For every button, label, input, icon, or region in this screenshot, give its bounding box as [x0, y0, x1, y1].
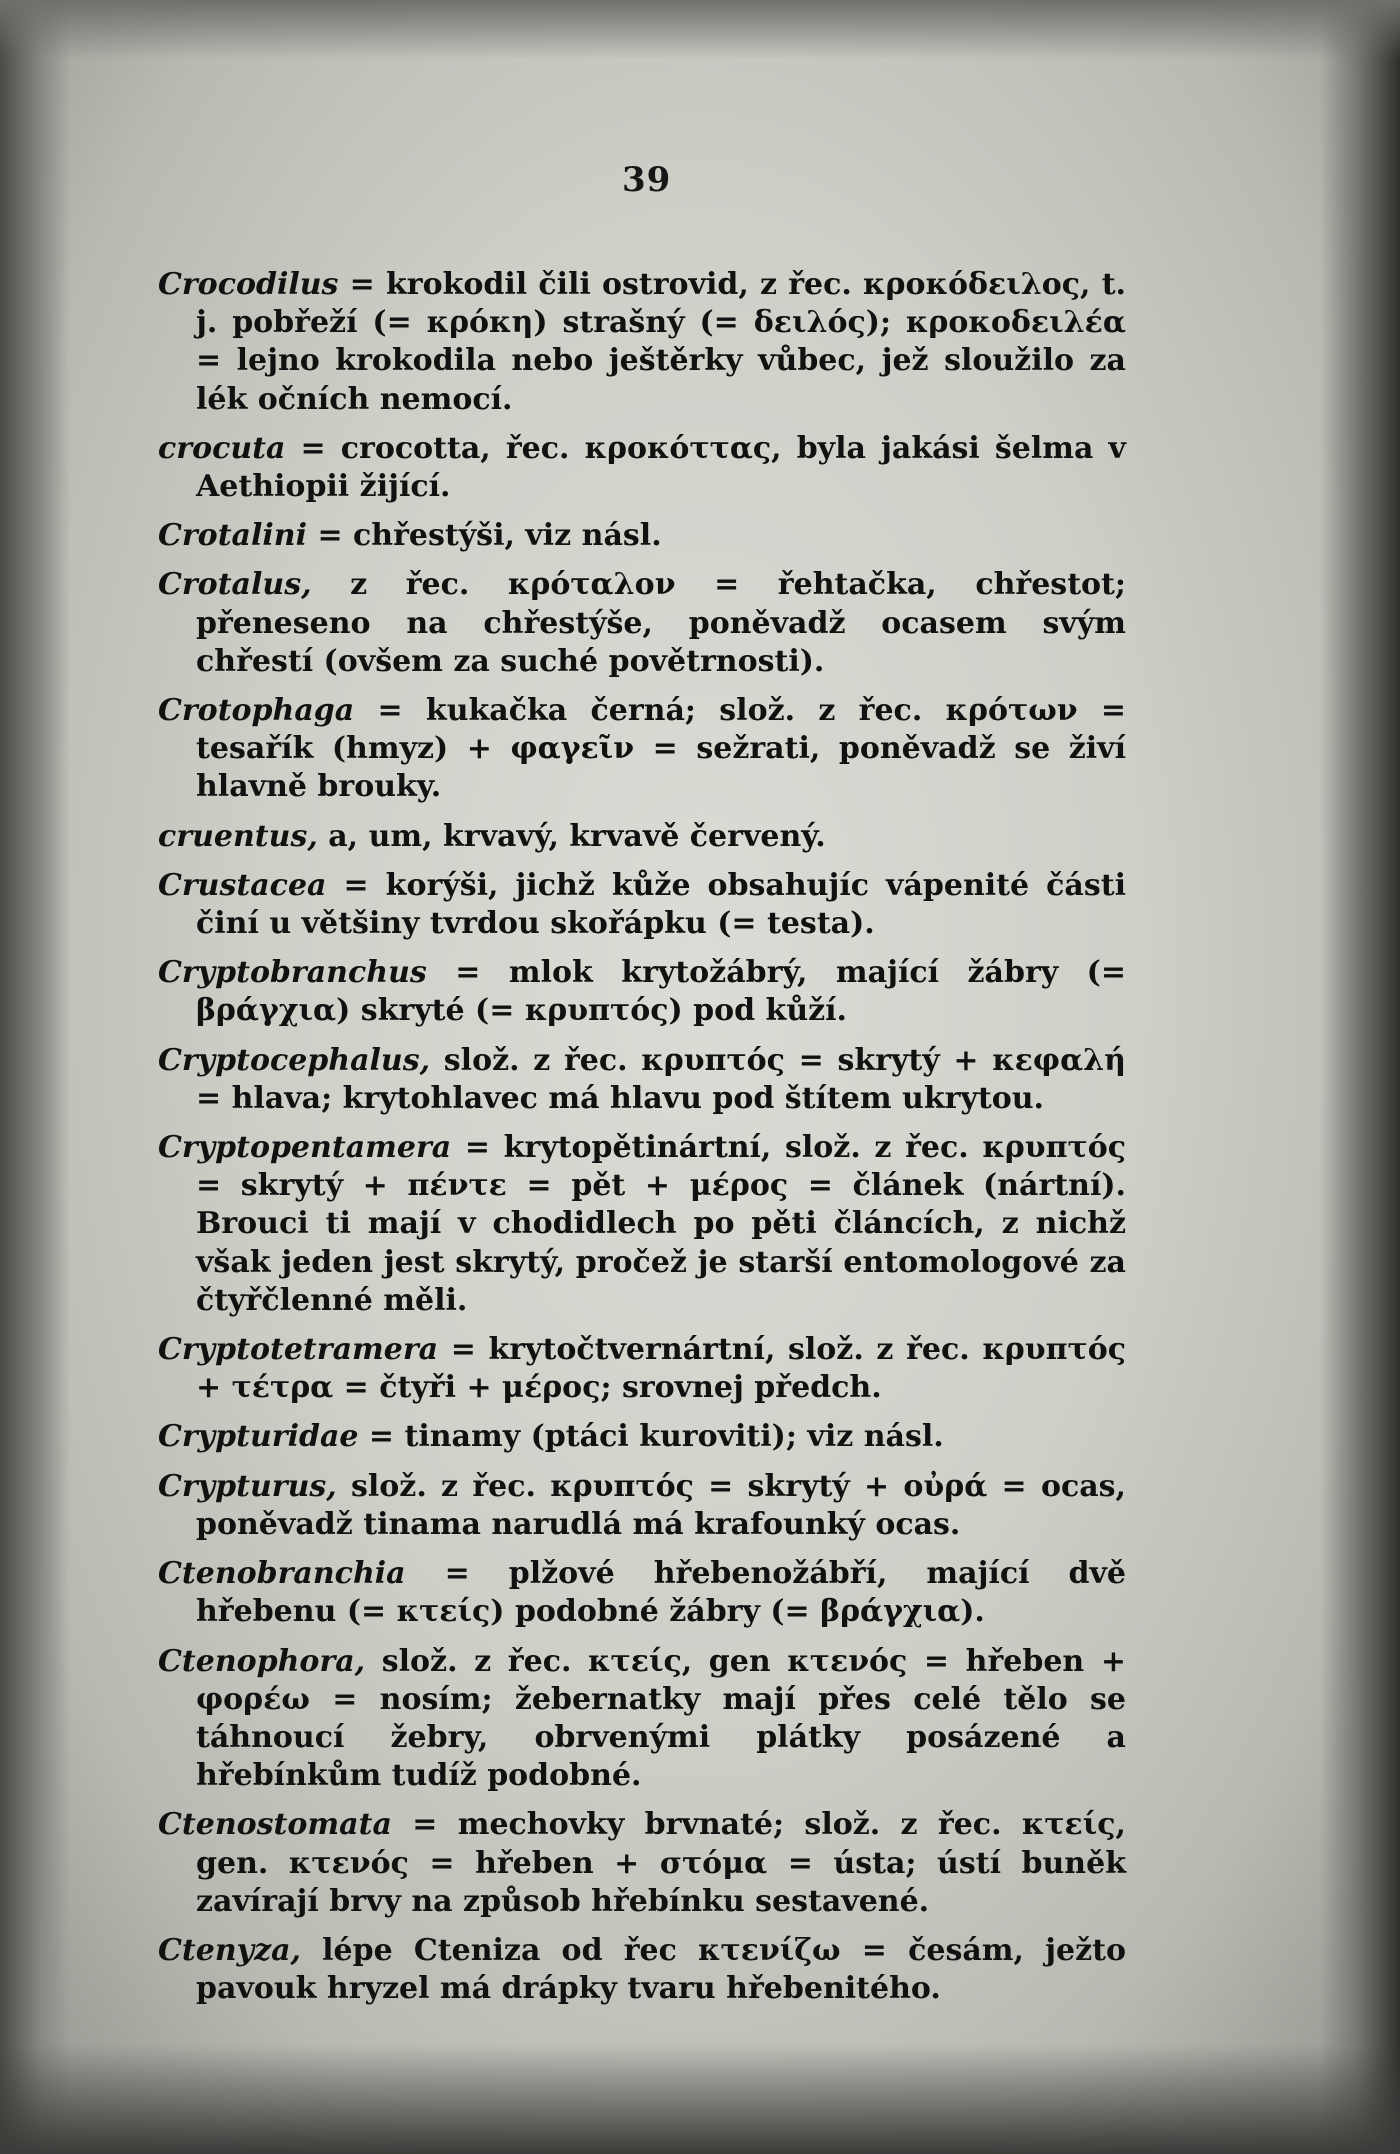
headword: crocuta — [158, 430, 286, 466]
definition: = kukačka černá; slož. z řec. κρότων = tesařík (hmyz) + φαγεῖν = sežrati, poněvadž se živí hlavně brouky. — [196, 693, 1126, 805]
entry-ctenobranchia — [158, 1555, 1126, 1631]
definition: = chřestýši, viz násl. — [307, 518, 662, 554]
headword: Ctenobranchia — [158, 1556, 406, 1592]
headword: Crypturus, — [158, 1468, 337, 1504]
entry-crypturus — [158, 1468, 1126, 1544]
entry-cryptotetramera — [158, 1331, 1126, 1407]
headword: Cryptocephalus, — [158, 1042, 431, 1078]
definition: = krytočtvernártní, slož. z řec. κρυπτός + τέτρα = čtyři + μέρος; srovnej předch. — [196, 1332, 1126, 1406]
headword: Crotophaga — [158, 693, 355, 729]
entry-cryptopentamera — [158, 1129, 1126, 1320]
definition: slož. z řec. κρυπτός = skrytý + οὐρά = ocas, poněvadž tinama narudlá má krafounký ocas. — [196, 1468, 1126, 1542]
definition: = plžové hřebenožábří, mající dvě hřebenu (= κτείς) podobné žábry (= βράγχια). — [196, 1556, 1126, 1630]
headword: Crocodilus — [158, 267, 339, 302]
dictionary-entries — [158, 266, 1126, 2019]
headword: Crotalus, — [158, 567, 312, 603]
entry-crypturidae — [158, 1418, 1126, 1456]
headword: cruentus, — [158, 818, 318, 854]
entry-crustacea — [158, 867, 1126, 943]
headword: Cryptobranchus — [158, 955, 427, 991]
definition: = korýši, jichž kůže obsahujíc vápenité části činí u většiny tvrdou skořápku (= testa). — [196, 867, 1126, 942]
entry-cryptobranchus — [158, 954, 1126, 1030]
definition: = crocotta, řec. κροκόττας, byla jakási šelma v Aethiopii žijící. — [196, 430, 1126, 505]
entry-crocuta — [158, 430, 1126, 506]
headword: Crypturidae — [158, 1419, 359, 1455]
definition: a, um, krvavý, krvavě červený. — [317, 818, 826, 854]
entry-ctenyza — [158, 1932, 1126, 2008]
page-edge-shadow-right — [1320, 0, 1400, 2154]
headword: Ctenostomata — [158, 1807, 392, 1843]
page-number: 39 — [622, 160, 672, 200]
headword: Cryptopentamera — [158, 1130, 452, 1166]
definition: z řec. κρόταλον = řehtačka, chřestot; přeneseno na chřestýše, poněvadž ocasem svým chřestí (ovšem za suché povětrnosti). — [196, 567, 1126, 679]
entry-crotalini — [158, 517, 1126, 555]
page-edge-shadow-left — [0, 0, 70, 2154]
definition: lépe Cteniza od řec κτενίζω = česám, ježto pavouk hryzel má drápky tvaru hřebenitého. — [196, 1932, 1126, 2007]
entry-crotophaga — [158, 692, 1126, 807]
entry-cruentus — [158, 818, 1126, 856]
page-edge-shadow-bottom — [0, 2044, 1400, 2154]
entry-ctenostomata — [158, 1806, 1126, 1921]
definition: = krytopětinártní, slož. z řec. κρυπτός = skrytý + πέντε = pět + μέρος = článek (nártní). Brouci ti mají v chodidlech po pěti článcích, z nichž však jeden jest skrytý, pročež je starší entomologové za čtyřčlenné měli. — [196, 1130, 1126, 1318]
definition: = krokodil čili ostrovid, z řec. κροκόδειλος, t. j. pobřeží (= κρόκη) strašný (= δειλός); κροκοδειλέα = lejno krokodila nebo ještěrky vůbec, jež sloužilo za lék očních nemocí. — [196, 267, 1126, 417]
definition: slož. z řec. κρυπτός = skrytý + κεφαλή = hlava; krytohlavec má hlavu pod štítem ukrytou. — [196, 1042, 1126, 1116]
headword: Cryptotetramera — [158, 1332, 439, 1368]
headword: Crustacea — [158, 867, 327, 903]
definition: = mlok krytožábrý, mající žábry (= βράγχια) skryté (= κρυπτός) pod kůží. — [196, 955, 1126, 1029]
headword: Ctenyza, — [158, 1932, 301, 1968]
headword: Crotalini — [158, 518, 307, 554]
entry-cryptocephalus — [158, 1042, 1126, 1118]
page-edge-shadow-top — [0, 0, 1400, 60]
definition: = mechovky brvnaté; slož. z řec. κτείς, gen. κτενός = hřeben + στόμα = ústa; ústí buněk zavírají brvy na způsob hřebínku sestavené. — [196, 1807, 1126, 1919]
entry-crocodilus — [158, 266, 1126, 419]
entry-crotalus — [158, 566, 1126, 681]
definition: = tinamy (ptáci kuroviti); viz násl. — [358, 1419, 944, 1455]
headword: Ctenophora, — [158, 1643, 366, 1679]
entry-ctenophora — [158, 1643, 1126, 1796]
definition: slož. z řec. κτείς, gen κτενός = hřeben + φορέω = nosím; žebernatky mají přes celé tělo se táhnoucí žebry, obrvenými plátky posázené a hřebínkům tudíž podobné. — [196, 1643, 1126, 1794]
